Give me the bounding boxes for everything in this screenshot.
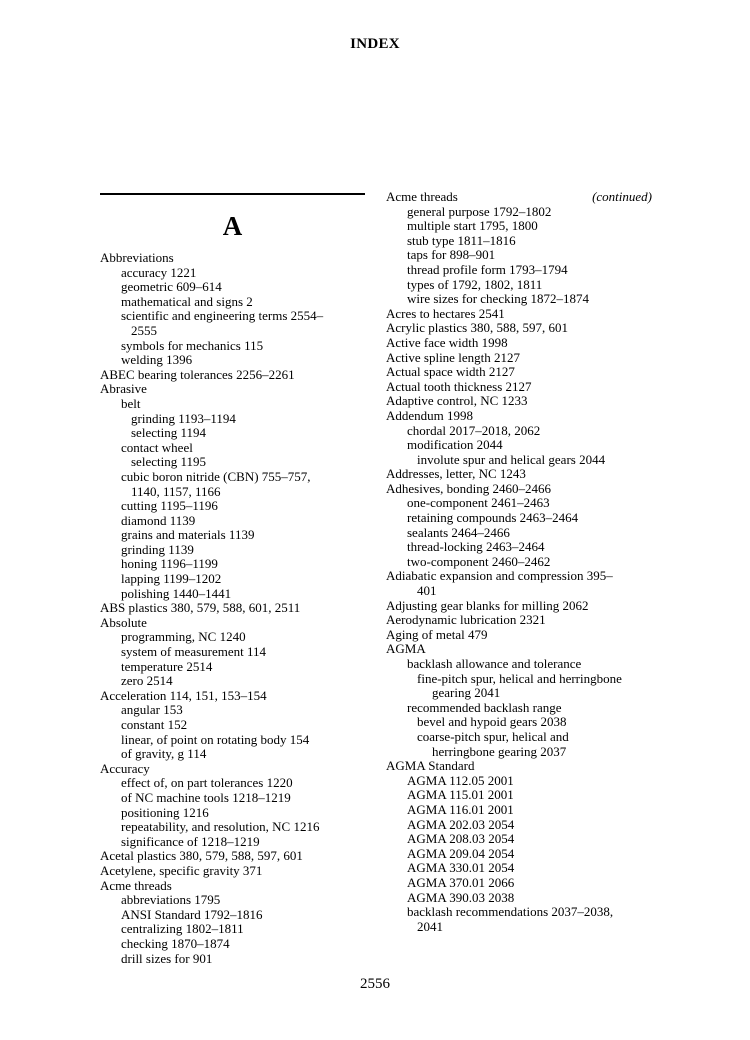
- section-rule: [100, 193, 365, 195]
- index-entry: temperature 2514: [121, 658, 213, 674]
- index-entry: grains and materials 1139: [121, 527, 255, 543]
- index-entry: grinding 1139: [121, 541, 194, 557]
- index-entry: centralizing 1802–1811: [121, 921, 244, 937]
- left-entries: [100, 251, 365, 966]
- index-entry: 401: [417, 583, 437, 599]
- index-entry: system of measurement 114: [121, 644, 267, 660]
- index-entry: Addendum 1998: [386, 407, 474, 423]
- index-entry: Acres to hectares 2541: [386, 305, 505, 321]
- index-entry: gearing 2041: [432, 685, 501, 701]
- index-entry: Adhesives, bonding 2460–2466: [386, 480, 552, 496]
- index-entry: Absolute: [100, 614, 147, 630]
- index-entry: Adjusting gear blanks for milling 2062: [386, 597, 589, 613]
- index-entry: general purpose 1792–1802: [407, 203, 552, 219]
- index-entry: polishing 1440–1441: [121, 585, 232, 601]
- index-entry: thread profile form 1793–1794: [407, 261, 568, 277]
- continued-heading-row: [386, 190, 652, 205]
- index-entry: chordal 2017–2018, 2062: [407, 422, 541, 438]
- index-entry: repeatability, and resolution, NC 1216: [121, 819, 320, 835]
- index-column-right: [386, 190, 652, 934]
- index-entry: cubic boron nitride (CBN) 755–757,: [121, 468, 311, 484]
- index-entry: Adiabatic expansion and compression 395–: [386, 568, 613, 584]
- index-entry: significance of 1218–1219: [121, 833, 260, 849]
- index-entry: 2555: [131, 322, 157, 338]
- index-entry: welding 1396: [121, 352, 193, 368]
- index-entry: AGMA: [386, 641, 426, 657]
- section-letter: A: [222, 211, 243, 241]
- index-entry: involute spur and helical gears 2044: [417, 451, 606, 467]
- index-entry: AGMA 115.01 2001: [407, 787, 514, 803]
- index-entry: taps for 898–901: [407, 247, 496, 263]
- index-entry: AGMA 116.01 2001: [407, 801, 514, 817]
- index-entry: grinding 1193–1194: [131, 410, 236, 426]
- index-entry: cutting 1195–1196: [121, 498, 218, 514]
- index-entry: honing 1196–1199: [121, 556, 218, 572]
- index-entry: selecting 1194: [131, 425, 206, 441]
- index-entry: multiple start 1795, 1800: [407, 218, 538, 234]
- index-entry: coarse-pitch spur, helical and: [417, 728, 569, 744]
- index-entry: thread-locking 2463–2464: [407, 539, 545, 555]
- index-entry: types of 1792, 1802, 1811: [407, 276, 543, 292]
- index-entry: constant 152: [121, 717, 188, 732]
- index-entry: recommended backlash range: [407, 699, 562, 715]
- index-entry: Abbreviations: [100, 250, 174, 265]
- index-entry: zero 2514: [121, 673, 173, 689]
- index-entry: belt: [121, 395, 141, 411]
- index-entry: two-component 2460–2462: [407, 553, 551, 569]
- index-entry: fine-pitch spur, helical and herringbone: [417, 670, 622, 686]
- index-entry: AGMA 330.01 2054: [407, 860, 515, 876]
- index-entry: Aerodynamic lubrication 2321: [386, 612, 546, 628]
- index-entry: Actual tooth thickness 2127: [386, 378, 532, 394]
- index-entry: drill sizes for 901: [121, 950, 213, 966]
- index-entry: wire sizes for checking 1872–1874: [407, 291, 589, 307]
- index-entry: Abrasive: [100, 381, 147, 397]
- index-entry: ABS plastics 380, 579, 588, 601, 2511: [100, 600, 301, 616]
- index-entry: 2041: [417, 918, 443, 934]
- right-entries: [386, 205, 652, 935]
- index-entry: AGMA 209.04 2054: [407, 845, 515, 861]
- index-entry: Active face width 1998: [386, 334, 508, 350]
- index-entry: symbols for mechanics 115: [121, 337, 264, 353]
- page-header: INDEX: [350, 36, 400, 52]
- index-entry: AGMA 370.01 2066: [407, 874, 515, 890]
- index-entry: ABEC bearing tolerances 2256–2261: [100, 366, 295, 382]
- index-entry: mathematical and signs 2: [121, 293, 253, 309]
- index-entry: AGMA Standard: [386, 758, 475, 774]
- index-entry: of gravity, g 114: [121, 746, 207, 762]
- continued-heading: Acme threads: [386, 189, 458, 204]
- index-entry: 1140, 1157, 1166: [131, 483, 221, 499]
- index-column-left: [100, 193, 365, 966]
- index-entry: of NC machine tools 1218–1219: [121, 789, 291, 805]
- index-entry: backlash allowance and tolerance: [407, 656, 582, 671]
- index-entry: Addresses, letter, NC 1243: [386, 466, 526, 482]
- index-entry: Acetylene, specific gravity 371: [100, 862, 263, 878]
- index-entry: backlash recommendations 2037–2038,: [407, 904, 614, 920]
- index-entry: positioning 1216: [121, 804, 209, 820]
- page-number: 2556: [360, 976, 390, 992]
- index-entry: Accuracy: [100, 760, 150, 776]
- index-entry: Acme threads: [100, 877, 172, 893]
- index-entry: Adaptive control, NC 1233: [386, 393, 528, 409]
- index-entry: accuracy 1221: [121, 264, 197, 280]
- index-entry: AGMA 112.05 2001: [407, 772, 514, 788]
- index-entry: lapping 1199–1202: [121, 571, 222, 587]
- index-entry: Acrylic plastics 380, 588, 597, 601: [386, 320, 568, 336]
- index-entry: ANSI Standard 1792–1816: [121, 906, 263, 922]
- index-entry: diamond 1139: [121, 512, 196, 528]
- index-entry: AGMA 208.03 2054: [407, 831, 515, 847]
- index-entry: AGMA 202.03 2054: [407, 816, 515, 832]
- index-entry: scientific and engineering terms 2554–: [121, 308, 324, 324]
- index-entry: Active spline length 2127: [386, 349, 520, 365]
- index-entry: sealants 2464–2466: [407, 524, 510, 540]
- index-entry: Acetal plastics 380, 579, 588, 597, 601: [100, 848, 303, 864]
- index-entry: AGMA 390.03 2038: [407, 889, 515, 905]
- index-entry: effect of, on part tolerances 1220: [121, 775, 293, 791]
- index-entry: linear, of point on rotating body 154: [121, 731, 310, 747]
- index-entry: Aging of metal 479: [386, 626, 488, 642]
- index-entry: abbreviations 1795: [121, 892, 221, 908]
- index-entry: Actual space width 2127: [386, 364, 515, 380]
- index-entry: selecting 1195: [131, 454, 206, 470]
- index-entry: one-component 2461–2463: [407, 495, 550, 511]
- index-entry: modification 2044: [407, 437, 503, 453]
- index-entry: angular 153: [121, 702, 183, 718]
- index-entry: geometric 609–614: [121, 279, 222, 295]
- index-entry: herringbone gearing 2037: [432, 743, 567, 759]
- index-entry: contact wheel: [121, 439, 193, 455]
- continued-label: (continued): [592, 189, 652, 204]
- index-entry: bevel and hypoid gears 2038: [417, 714, 567, 730]
- index-entry: programming, NC 1240: [121, 629, 246, 645]
- index-entry: checking 1870–1874: [121, 935, 230, 951]
- index-entry: retaining compounds 2463–2464: [407, 510, 579, 526]
- index-entry: stub type 1811–1816: [407, 232, 516, 248]
- index-entry: Acceleration 114, 151, 153–154: [100, 687, 267, 703]
